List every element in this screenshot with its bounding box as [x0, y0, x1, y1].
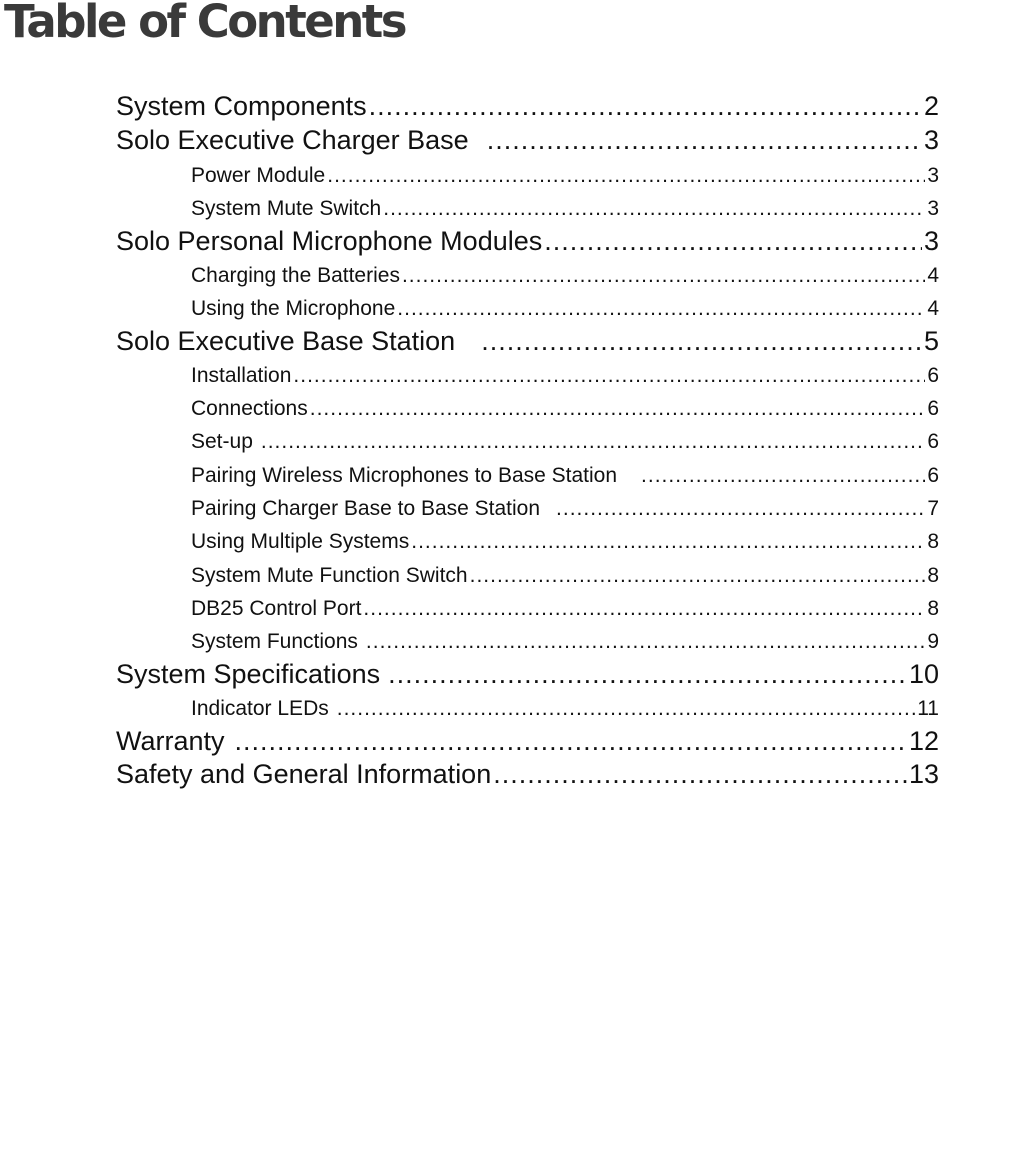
toc-entry-page: 5 — [923, 326, 939, 356]
toc-entry-page: 13 — [908, 759, 939, 789]
toc-entry-page: 8 — [927, 564, 939, 587]
toc-entry-solo-executive-charger-base[interactable] — [116, 124, 939, 158]
toc-entry-page: 11 — [917, 697, 939, 720]
toc-entry-label: Solo Personal Microphone Modules — [116, 226, 543, 256]
toc-entry-label: System Specifications — [116, 659, 381, 689]
toc-entry-label: Safety and General Information — [116, 759, 492, 789]
dot-leader — [411, 528, 925, 556]
toc-entry-using-multiple-systems[interactable] — [191, 528, 939, 558]
dot-leader — [363, 595, 925, 623]
toc-entry-connections[interactable] — [191, 395, 939, 425]
toc-entry-installation[interactable] — [191, 362, 939, 392]
toc-entry-label: Warranty — [116, 726, 225, 756]
dot-leader — [235, 725, 907, 757]
toc-entry-system-functions[interactable] — [191, 628, 939, 658]
toc-entry-page: 12 — [908, 726, 939, 756]
toc-entry-pairing-wireless-microphones[interactable] — [191, 462, 939, 492]
toc-entry-page: 6 — [927, 364, 939, 387]
toc-entry-charging-the-batteries[interactable] — [191, 262, 939, 292]
toc-entry-page: 6 — [927, 397, 939, 420]
toc-entry-page: 9 — [927, 630, 939, 653]
dot-leader — [556, 495, 925, 523]
toc-entry-page: 3 — [923, 125, 939, 155]
dot-leader — [337, 695, 915, 723]
toc-entry-page: 6 — [927, 464, 939, 487]
toc-entry-label: Pairing Charger Base to Base Station — [191, 497, 541, 520]
page-title: Table of Contents — [4, 0, 406, 48]
dot-leader — [470, 562, 926, 590]
toc-entry-label: System Functions — [191, 630, 358, 653]
dot-leader — [641, 462, 925, 490]
toc-entry-solo-executive-base-station[interactable] — [116, 325, 939, 359]
toc-entry-system-specifications[interactable] — [116, 658, 939, 692]
toc-entry-system-components[interactable] — [116, 90, 939, 124]
dot-leader — [310, 395, 926, 423]
toc-entry-label: Power Module — [191, 164, 326, 187]
dot-leader — [487, 124, 922, 156]
toc-entry-page: 2 — [923, 91, 939, 121]
toc-entry-page: 10 — [908, 659, 939, 689]
dot-leader — [397, 295, 925, 323]
toc-entry-page: 4 — [927, 264, 939, 287]
dot-leader — [327, 162, 925, 190]
toc-entry-label: DB25 Control Port — [191, 597, 362, 620]
toc-entry-power-module[interactable] — [191, 162, 939, 192]
dot-leader — [544, 225, 922, 257]
dot-leader — [402, 262, 925, 290]
dot-leader — [293, 362, 925, 390]
dot-leader — [383, 195, 925, 223]
toc-entry-solo-personal-microphone-modules[interactable] — [116, 225, 939, 259]
toc-entry-page: 8 — [927, 597, 939, 620]
toc-entry-label: System Components — [116, 91, 367, 121]
dot-leader — [261, 428, 925, 456]
dot-leader — [369, 90, 922, 122]
toc-entry-label: Solo Executive Charger Base — [116, 125, 469, 155]
toc-entry-db25-control-port[interactable] — [191, 595, 939, 625]
toc-entry-system-mute-function-switch[interactable] — [191, 562, 939, 592]
dot-leader — [388, 658, 907, 690]
toc-entry-pairing-charger-base[interactable] — [191, 495, 939, 525]
toc-entry-label: Connections — [191, 397, 308, 420]
toc-entry-indicator-leds[interactable] — [191, 695, 939, 725]
toc-entry-warranty[interactable] — [116, 725, 939, 759]
toc-entry-label: System Mute Function Switch — [191, 564, 468, 587]
toc-entry-label: Indicator LEDs — [191, 697, 329, 720]
dot-leader — [493, 758, 907, 790]
toc-entry-label: Pairing Wireless Microphones to Base Station — [191, 464, 618, 487]
toc-entry-label: System Mute Switch — [191, 197, 382, 220]
toc-entry-label: Using Multiple Systems — [191, 530, 410, 553]
dot-leader — [366, 628, 925, 656]
toc-entry-set-up[interactable] — [191, 428, 939, 458]
toc-entry-page: 8 — [927, 530, 939, 553]
toc-entry-label: Set-up — [191, 430, 253, 453]
toc-entry-page: 3 — [927, 197, 939, 220]
toc-entry-page: 7 — [927, 497, 939, 520]
toc-entry-label: Solo Executive Base Station — [116, 326, 456, 356]
toc-entry-label: Using the Microphone — [191, 297, 396, 320]
toc-entry-page: 4 — [927, 297, 939, 320]
dot-leader — [481, 325, 922, 357]
toc-entry-using-the-microphone[interactable] — [191, 295, 939, 325]
toc-entry-label: Charging the Batteries — [191, 264, 400, 287]
toc-entry-label: Installation — [191, 364, 292, 387]
toc-entry-page: 6 — [927, 430, 939, 453]
toc-entry-system-mute-switch[interactable] — [191, 195, 939, 225]
toc-entry-page: 3 — [923, 226, 939, 256]
toc-entry-safety-and-general-information[interactable] — [116, 758, 939, 792]
toc-entry-page: 3 — [927, 164, 939, 187]
